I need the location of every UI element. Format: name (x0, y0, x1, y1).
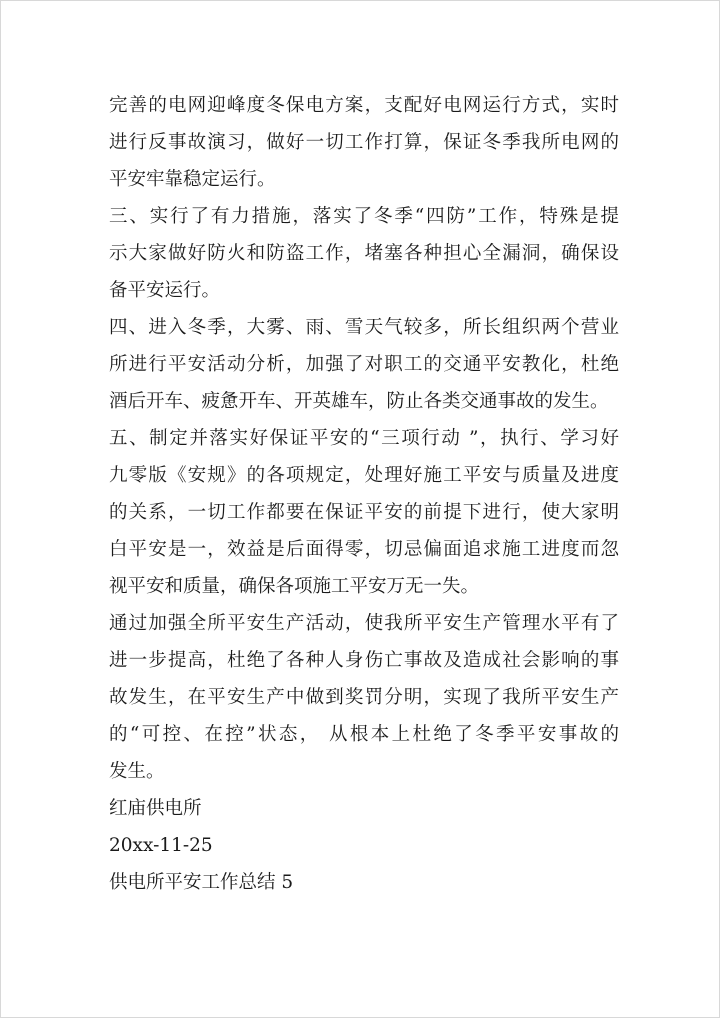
text-line: 示大家做好防火和防盗工作，堵塞各种担心全漏洞，确保设 (109, 243, 619, 264)
text-line: 酒后开车、疲惫开车、开英雄车，防止各类交通事故的发生。 (109, 391, 609, 412)
paragraph (109, 309, 619, 420)
text-line: 平安牢靠稳定运行。 (109, 169, 276, 190)
text-line: 备平安运行。 (109, 280, 221, 301)
paragraph (109, 420, 619, 605)
signature: 红庙供电所 (109, 798, 202, 819)
text-line: 进行反事故演习，做好一切工作打算，保证冬季我所电网的 (109, 132, 619, 153)
text-line: 四、进入冬季，大雾、雨、雪天气较多，所长组织两个营业 (109, 317, 619, 338)
date: 20xx-11-25 (109, 835, 213, 856)
text-line: 所进行平安活动分析，加强了对职工的交通平安教化，杜绝 (109, 354, 619, 375)
text-line: 的关系，一切工作都要在保证平安的前提下进行，使大家明 (109, 502, 619, 523)
text-line: 完善的电网迎峰度冬保电方案，支配好电网运行方式，实时 (109, 95, 619, 116)
text-line: 五、制定并落实好保证平安的“三项行动 ”，执行、学习好 (109, 428, 619, 449)
paragraph (109, 605, 619, 790)
text-line: 通过加强全所平安生产活动，使我所平安生产管理水平有了 (109, 613, 619, 634)
paragraph (109, 198, 619, 309)
text-line: 白平安是一，效益是后面得零，切忌偏面追求施工进度而忽 (109, 539, 619, 560)
text-line: 九零版《安规》的各项规定，处理好施工平安与质量及进度 (109, 465, 619, 486)
section-heading: 供电所平安工作总结 5 (109, 872, 294, 893)
text-line: 进一步提高，杜绝了各种人身伤亡事故及造成社会影响的事 (109, 650, 619, 671)
text-line: 故发生，在平安生产中做到奖罚分明，实现了我所平安生产 (109, 687, 619, 708)
text-line: 视平安和质量，确保各项施工平安万无一失。 (109, 576, 480, 597)
text-line: 的“可控、在控”状态， 从根本上杜绝了冬季平安事故的 (109, 724, 619, 745)
text-line: 三、实行了有力措施，落实了冬季“四防”工作，特殊是提 (109, 206, 619, 227)
document-body (109, 87, 619, 901)
text-line: 发生。 (109, 761, 165, 782)
paragraph (109, 87, 619, 198)
